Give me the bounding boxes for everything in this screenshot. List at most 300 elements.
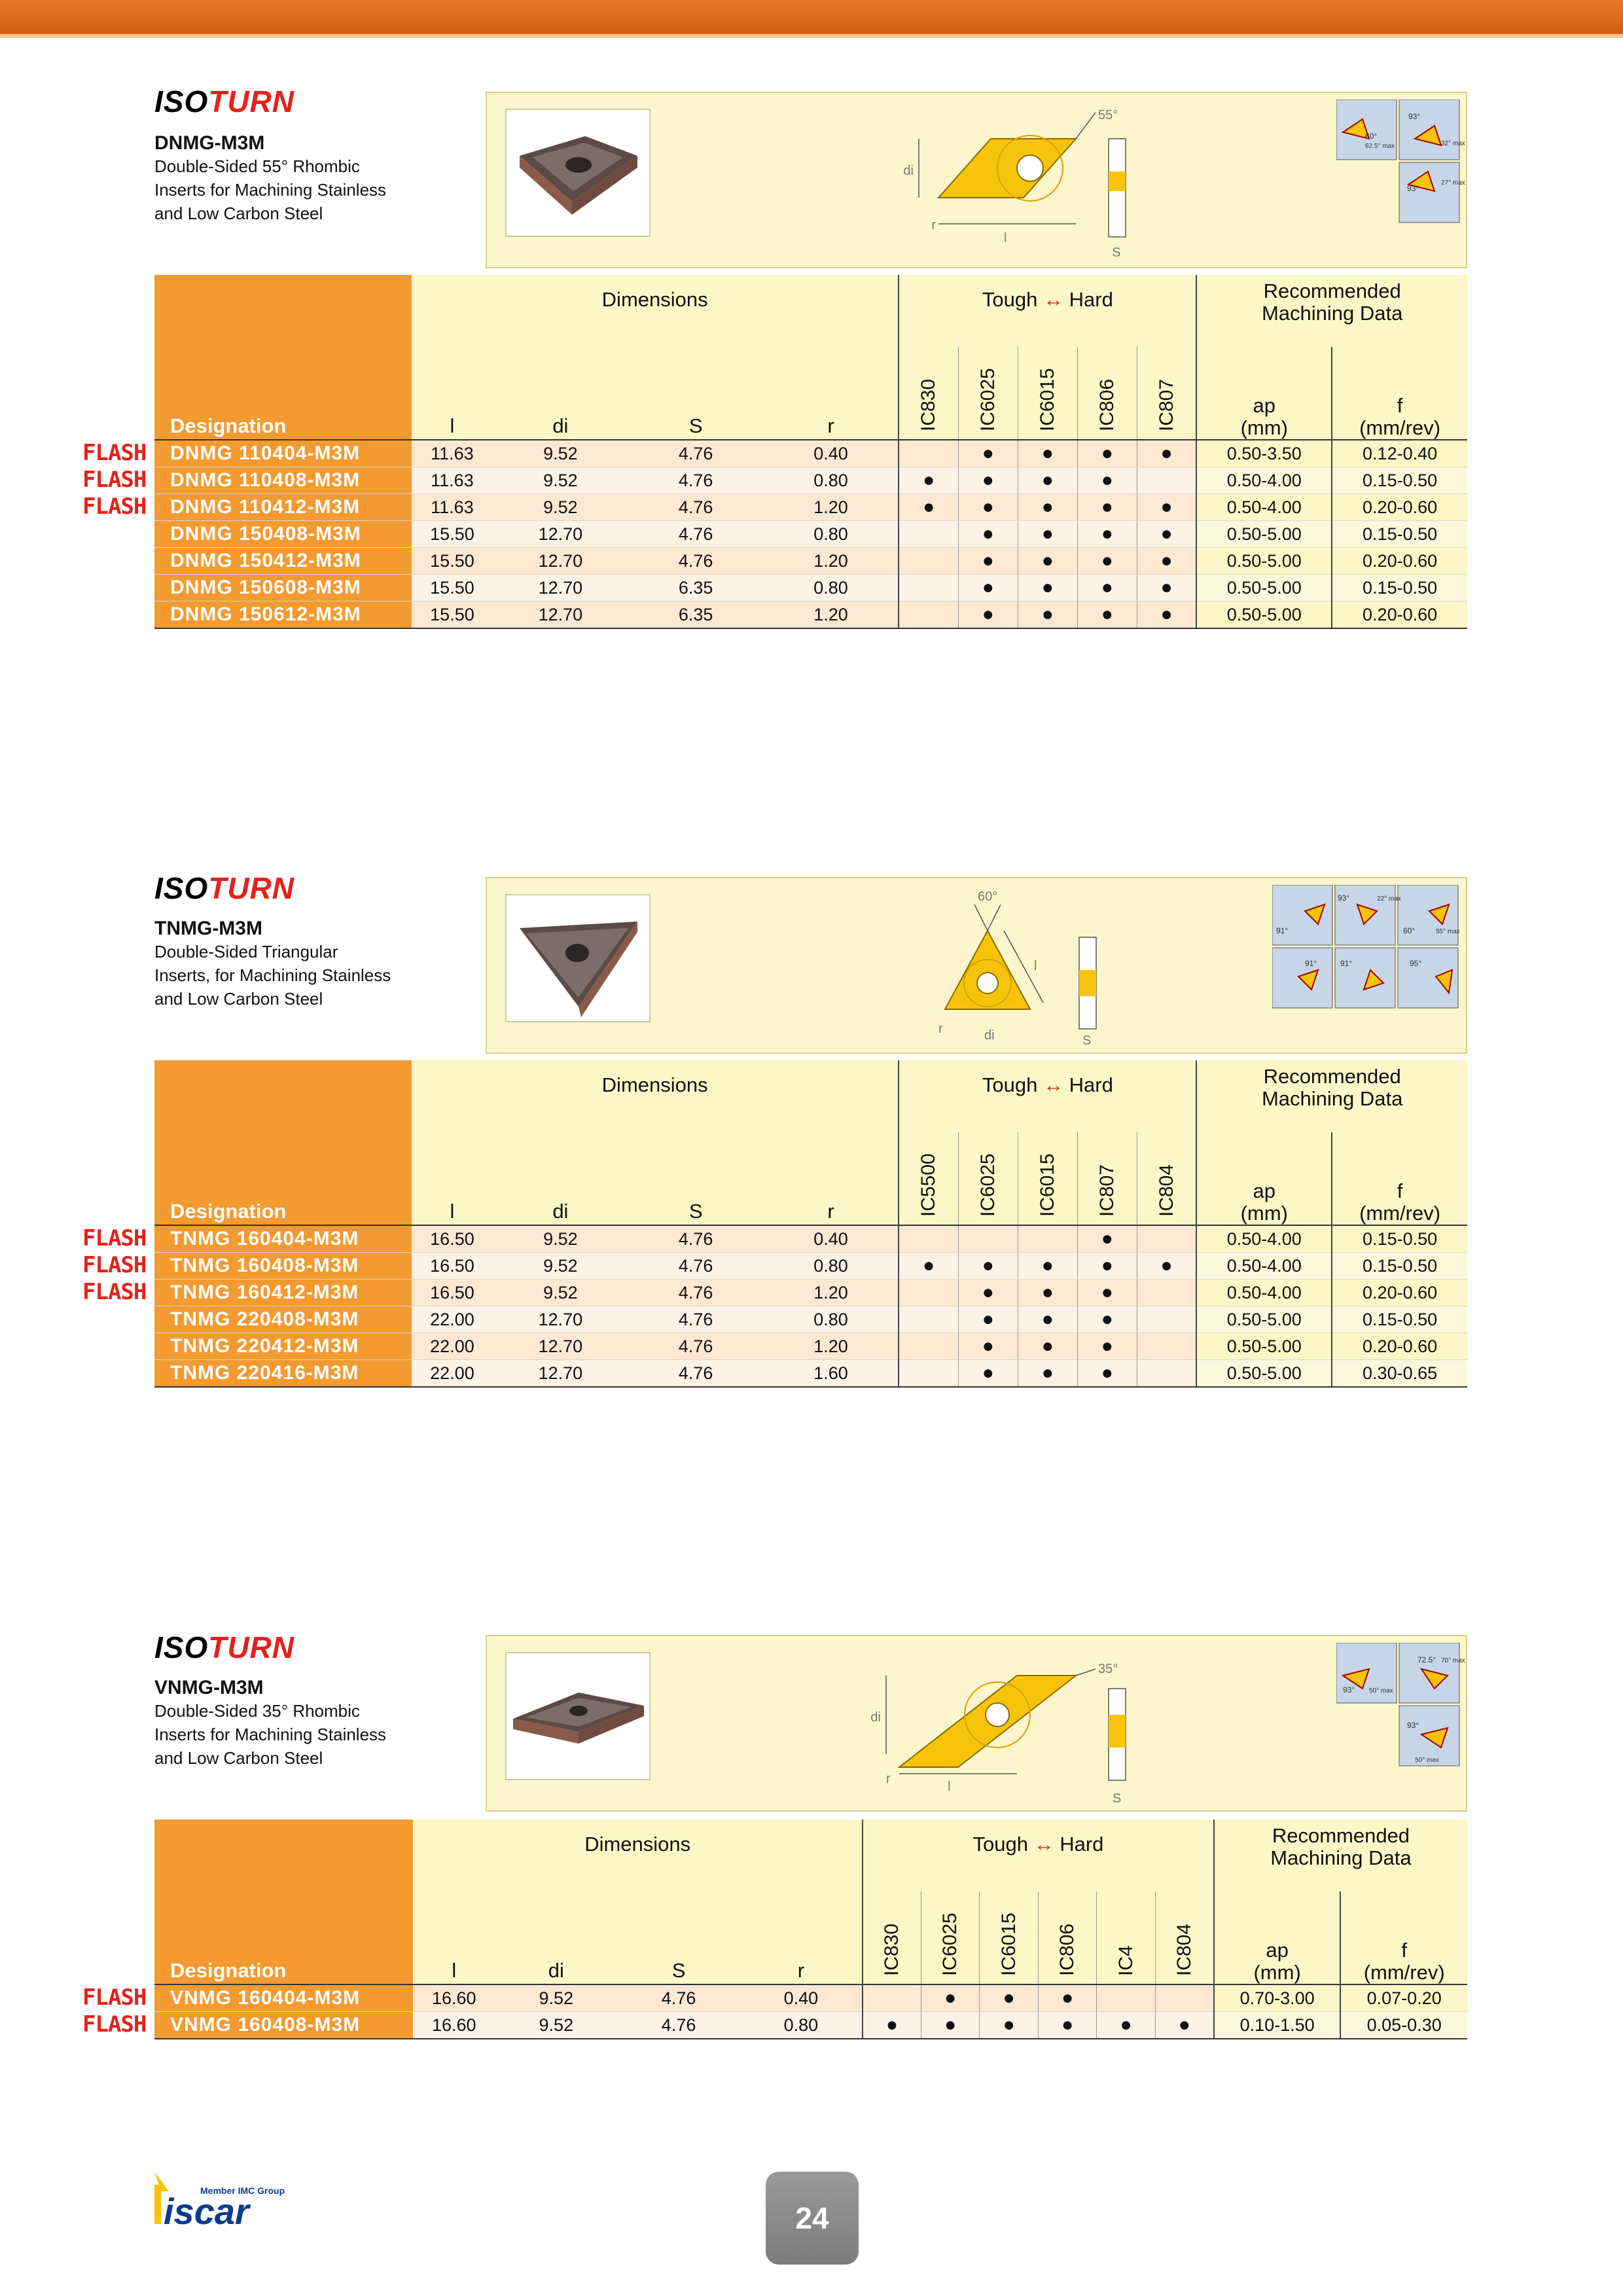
- table-row: [154, 1225, 1467, 1253]
- f-cell: 0.15-0.50: [1332, 1306, 1467, 1333]
- f-cell: 0.20-0.60: [1332, 1333, 1467, 1360]
- f-cell: 0.15-0.50: [1332, 467, 1467, 494]
- table-row: [154, 521, 1467, 548]
- grade-availability-cell: ●: [958, 1280, 1018, 1306]
- l-cell: 15.50: [412, 575, 493, 601]
- ap-cell: 0.50-5.00: [1196, 601, 1332, 629]
- svg-text:60°: 60°: [978, 889, 998, 904]
- col-r: r: [764, 347, 899, 440]
- grade-availability-cell: [899, 1280, 958, 1306]
- ap-cell: 0.70-3.00: [1214, 1984, 1341, 2012]
- product-name: DNMG-M3M: [154, 132, 265, 154]
- grade-availability-cell: ●: [958, 548, 1018, 575]
- col-s: S: [617, 1892, 740, 1984]
- di-cell: 12.70: [493, 548, 628, 575]
- table-row: [154, 1984, 1467, 2012]
- grade-availability-cell: [1137, 467, 1196, 494]
- r-cell: 1.60: [764, 1360, 899, 1388]
- ap-cell: 0.50-4.00: [1196, 494, 1332, 521]
- svg-text:l: l: [1004, 231, 1007, 245]
- di-cell: 9.52: [493, 467, 628, 494]
- designation-cell: DNMG 150612-M3M: [154, 601, 412, 629]
- grade-availability-cell: ●: [1137, 440, 1196, 467]
- grade-availability-cell: ●: [1077, 440, 1137, 467]
- grade-availability-cell: [1137, 1333, 1196, 1360]
- product-description: Double-Sided Triangular Inserts, for Machining Stainless and Low Carbon Steel: [154, 942, 391, 1009]
- table-row: [154, 494, 1467, 521]
- grade-header: IC806: [1077, 347, 1137, 440]
- ap-header: ap (mm): [1196, 1132, 1332, 1225]
- dimensions-header: Dimensions: [412, 1060, 899, 1132]
- r-cell: 0.80: [764, 1253, 899, 1280]
- insert-info-box: [486, 877, 1467, 1054]
- tough-hard-header: Tough ↔ Hard: [899, 1060, 1196, 1132]
- svg-text:55°: 55°: [1098, 108, 1118, 122]
- designation-cell: VNMG 160408-M3M: [154, 2012, 413, 2039]
- top-banner: [0, 0, 1623, 34]
- r-cell: 0.80: [764, 1306, 899, 1333]
- grade-availability-cell: ●: [1077, 494, 1137, 521]
- grade-availability-cell: [1155, 1984, 1214, 2012]
- grade-availability-cell: ●: [958, 1333, 1018, 1360]
- dimensions-header: Dimensions: [413, 1820, 863, 1892]
- l-cell: 15.50: [412, 521, 493, 548]
- flash-badge: FLASH: [82, 440, 147, 466]
- svg-text:di: di: [903, 164, 914, 178]
- machining-data-header: Recommended Machining Data: [1196, 275, 1467, 347]
- grade-availability-cell: [899, 1225, 958, 1253]
- application-diagrams: [1336, 99, 1467, 228]
- application-diagrams: [1272, 885, 1466, 1013]
- svg-text:r: r: [938, 1022, 943, 1036]
- di-cell: 12.70: [493, 1306, 628, 1333]
- svg-text:91°: 91°: [1276, 926, 1289, 935]
- table-row: [154, 440, 1467, 467]
- grade-availability-cell: ●: [958, 601, 1018, 629]
- grade-availability-cell: [899, 521, 958, 548]
- grade-header: IC6025: [958, 1132, 1018, 1225]
- insert-info-box: [486, 1635, 1467, 1812]
- l-cell: 22.00: [412, 1306, 493, 1333]
- grade-header: IC804: [1137, 1132, 1196, 1225]
- grade-header: IC807: [1137, 347, 1196, 440]
- svg-text:S: S: [1113, 1791, 1122, 1806]
- svg-text:91°: 91°: [1305, 959, 1317, 968]
- flash-badge: FLASH: [82, 493, 147, 520]
- product-description: Double-Sided 35° Rhombic Inserts for Machining Stainless and Low Carbon Steel: [154, 1701, 387, 1768]
- table-row: [154, 1306, 1467, 1333]
- r-cell: 0.80: [764, 467, 899, 494]
- page-number: 24: [766, 2172, 859, 2265]
- col-l: l: [412, 1132, 493, 1225]
- product-name: VNMG-M3M: [154, 1677, 264, 1698]
- dimensions-header: Dimensions: [412, 275, 899, 347]
- isoturn-logo: ISOTURN: [154, 1630, 295, 1664]
- grade-header: IC6025: [921, 1892, 979, 1984]
- svg-text:22° max: 22° max: [1377, 895, 1401, 903]
- table-row: [154, 2012, 1467, 2039]
- s-cell: 4.76: [617, 2012, 740, 2039]
- tough-hard-header: Tough ↔ Hard: [899, 275, 1196, 347]
- grade-availability-cell: ●: [1077, 1225, 1137, 1253]
- f-cell: 0.20-0.60: [1332, 601, 1467, 629]
- l-cell: 16.60: [413, 2012, 495, 2039]
- f-cell: 0.30-0.65: [1332, 1360, 1467, 1388]
- l-cell: 16.50: [412, 1225, 493, 1253]
- di-cell: 12.70: [493, 575, 628, 601]
- svg-text:70° max: 70° max: [1441, 1657, 1465, 1664]
- grade-availability-cell: ●: [1018, 1306, 1077, 1333]
- table-row: [154, 575, 1467, 601]
- l-cell: 15.50: [412, 601, 493, 629]
- grade-availability-cell: ●: [1018, 494, 1077, 521]
- table-row: [154, 548, 1467, 575]
- col-di: di: [495, 1892, 617, 1984]
- grade-availability-cell: ●: [980, 1984, 1038, 2012]
- insert-dimension-diagram: [853, 885, 1128, 1049]
- grade-availability-cell: ●: [958, 494, 1018, 521]
- grade-header: IC806: [1038, 1892, 1096, 1984]
- grade-availability-cell: ●: [1077, 1333, 1137, 1360]
- grade-availability-cell: ●: [1018, 548, 1077, 575]
- f-header: f (mm/rev): [1332, 347, 1467, 440]
- svg-text:95°: 95°: [1410, 959, 1422, 968]
- s-cell: 6.35: [628, 601, 764, 629]
- grade-availability-cell: ●: [1077, 1306, 1137, 1333]
- f-header: f (mm/rev): [1340, 1892, 1467, 1984]
- svg-text:60°: 60°: [1403, 926, 1416, 935]
- r-cell: 1.20: [764, 1280, 899, 1306]
- grade-availability-cell: ●: [1077, 1253, 1137, 1280]
- ap-cell: 0.10-1.50: [1214, 2012, 1341, 2039]
- f-cell: 0.15-0.50: [1332, 575, 1467, 601]
- f-cell: 0.15-0.50: [1332, 1253, 1467, 1280]
- svg-text:S: S: [1112, 245, 1121, 260]
- f-cell: 0.07-0.20: [1340, 1984, 1467, 2012]
- grade-availability-cell: ●: [1038, 2012, 1096, 2039]
- ap-cell: 0.50-5.00: [1196, 1333, 1332, 1360]
- svg-text:Member IMC Group: Member IMC Group: [200, 2185, 285, 2196]
- svg-text:50° max: 50° max: [1415, 1757, 1439, 1764]
- di-cell: 12.70: [493, 1360, 628, 1388]
- designation-cell: DNMG 150408-M3M: [154, 521, 412, 548]
- di-cell: 9.52: [495, 1984, 617, 2012]
- grade-header: IC6015: [1018, 1132, 1077, 1225]
- flash-badge: FLASH: [82, 467, 147, 493]
- designation-header: Designation: [154, 1820, 413, 1984]
- grade-availability-cell: ●: [1137, 494, 1196, 521]
- grade-availability-cell: [1137, 1280, 1196, 1306]
- table-row: [154, 1280, 1467, 1306]
- svg-text:di: di: [984, 1028, 995, 1043]
- col-s: S: [628, 347, 764, 440]
- grade-availability-cell: ●: [1018, 1360, 1077, 1388]
- l-cell: 15.50: [412, 548, 493, 575]
- r-cell: 0.40: [764, 440, 899, 467]
- svg-text:91°: 91°: [1340, 959, 1353, 968]
- di-cell: 9.52: [493, 1225, 628, 1253]
- grade-availability-cell: ●: [958, 575, 1018, 601]
- grade-availability-cell: ●: [958, 521, 1018, 548]
- ap-cell: 0.50-5.00: [1196, 575, 1332, 601]
- table-row: [154, 601, 1467, 629]
- isoturn-logo: ISOTURN: [154, 84, 295, 118]
- grade-availability-cell: ●: [958, 1360, 1018, 1388]
- di-cell: 9.52: [495, 2012, 617, 2039]
- designation-cell: DNMG 150608-M3M: [154, 575, 412, 601]
- ap-cell: 0.50-4.00: [1196, 467, 1332, 494]
- grade-availability-cell: ●: [1077, 467, 1137, 494]
- grade-availability-cell: ●: [1077, 1280, 1137, 1306]
- ap-cell: 0.50-4.00: [1196, 1253, 1332, 1280]
- ap-cell: 0.50-4.00: [1196, 1225, 1332, 1253]
- grade-availability-cell: ●: [921, 2012, 979, 2039]
- grade-availability-cell: ●: [1018, 601, 1077, 629]
- ap-header: ap (mm): [1196, 347, 1332, 440]
- grade-availability-cell: ●: [1018, 521, 1077, 548]
- svg-text:l: l: [948, 1780, 951, 1794]
- table-row: [154, 1253, 1467, 1280]
- col-s: S: [628, 1132, 764, 1225]
- l-cell: 16.60: [413, 1984, 495, 2012]
- f-cell: 0.20-0.60: [1332, 1280, 1467, 1306]
- f-cell: 0.12-0.40: [1332, 440, 1467, 467]
- f-cell: 0.05-0.30: [1340, 2012, 1467, 2039]
- svg-text:93°: 93°: [1407, 184, 1419, 193]
- f-cell: 0.20-0.60: [1332, 494, 1467, 521]
- grade-availability-cell: [899, 575, 958, 601]
- svg-text:S: S: [1082, 1033, 1092, 1048]
- di-cell: 12.70: [493, 521, 628, 548]
- svg-text:62.5° max: 62.5° max: [1365, 143, 1395, 150]
- insert-dimension-diagram: [853, 99, 1128, 263]
- designation-cell: DNMG 110412-M3M: [154, 494, 412, 521]
- s-cell: 4.76: [617, 1984, 740, 2012]
- col-di: di: [493, 347, 628, 440]
- designation-cell: TNMG 160404-M3M: [154, 1225, 412, 1253]
- designation-cell: TNMG 220408-M3M: [154, 1306, 412, 1333]
- grade-availability-cell: [958, 1225, 1018, 1253]
- tough-hard-header: Tough ↔ Hard: [863, 1820, 1214, 1892]
- grade-availability-cell: ●: [1137, 548, 1196, 575]
- grade-header: IC6015: [980, 1892, 1038, 1984]
- tnmg-spec-table: [154, 1060, 1467, 1388]
- grade-availability-cell: ●: [899, 467, 958, 494]
- svg-text:55° max: 55° max: [1436, 928, 1460, 935]
- s-cell: 6.35: [628, 575, 764, 601]
- di-cell: 9.52: [493, 1253, 628, 1280]
- s-cell: 4.76: [628, 1360, 764, 1388]
- grade-availability-cell: ●: [980, 2012, 1038, 2039]
- table-row: [154, 1360, 1467, 1388]
- grade-availability-cell: [1018, 1225, 1077, 1253]
- machining-data-header: Recommended Machining Data: [1214, 1820, 1467, 1892]
- designation-header: Designation: [154, 1060, 412, 1225]
- di-cell: 9.52: [493, 1280, 628, 1306]
- grade-availability-cell: ●: [1137, 521, 1196, 548]
- svg-text:r: r: [931, 218, 936, 232]
- insert-photo: [505, 894, 651, 1022]
- grade-availability-cell: ●: [1077, 1360, 1137, 1388]
- f-cell: 0.15-0.50: [1332, 521, 1467, 548]
- di-cell: 9.52: [493, 440, 628, 467]
- grade-availability-cell: ●: [899, 494, 958, 521]
- grade-header: IC830: [899, 347, 958, 440]
- r-cell: 1.20: [764, 601, 899, 629]
- dnmg-spec-table: [154, 275, 1467, 629]
- s-cell: 4.76: [628, 467, 764, 494]
- s-cell: 4.76: [628, 494, 764, 521]
- col-l: l: [412, 347, 493, 440]
- svg-text:50° max: 50° max: [1369, 1687, 1393, 1695]
- designation-cell: DNMG 110408-M3M: [154, 467, 412, 494]
- grade-header: IC6025: [958, 347, 1018, 440]
- designation-cell: TNMG 160408-M3M: [154, 1253, 412, 1280]
- flash-badge: FLASH: [82, 1252, 147, 1278]
- flash-badge: FLASH: [82, 1225, 147, 1251]
- ap-cell: 0.50-5.00: [1196, 521, 1332, 548]
- grade-availability-cell: ●: [1137, 575, 1196, 601]
- grade-availability-cell: ●: [1018, 1333, 1077, 1360]
- machining-data-header: Recommended Machining Data: [1196, 1060, 1467, 1132]
- svg-text:72.5°: 72.5°: [1418, 1655, 1436, 1664]
- designation-cell: VNMG 160404-M3M: [154, 1984, 413, 2012]
- r-cell: 0.80: [764, 575, 899, 601]
- col-di: di: [493, 1132, 628, 1225]
- grade-availability-cell: [899, 1333, 958, 1360]
- grade-availability-cell: ●: [921, 1984, 979, 2012]
- isoturn-logo: ISOTURN: [154, 871, 295, 905]
- r-cell: 1.20: [764, 494, 899, 521]
- application-diagrams: [1336, 1643, 1467, 1771]
- grade-availability-cell: ●: [1077, 601, 1137, 629]
- f-cell: 0.15-0.50: [1332, 1225, 1467, 1253]
- table-row: [154, 1333, 1467, 1360]
- grade-availability-cell: ●: [1077, 548, 1137, 575]
- designation-cell: TNMG 220412-M3M: [154, 1333, 412, 1360]
- r-cell: 0.80: [764, 521, 899, 548]
- s-cell: 4.76: [628, 1253, 764, 1280]
- designation-cell: TNMG 160412-M3M: [154, 1280, 412, 1306]
- svg-text:27° max: 27° max: [1441, 179, 1465, 187]
- ap-cell: 0.50-4.00: [1196, 1280, 1332, 1306]
- r-cell: 0.40: [764, 1225, 899, 1253]
- svg-text:93°: 93°: [1408, 112, 1421, 121]
- svg-text:iscar: iscar: [164, 2191, 249, 2232]
- l-cell: 11.63: [412, 440, 493, 467]
- s-cell: 4.76: [628, 1225, 764, 1253]
- f-cell: 0.20-0.60: [1332, 548, 1467, 575]
- ap-header: ap (mm): [1214, 1892, 1341, 1984]
- svg-text:60°: 60°: [1365, 132, 1378, 141]
- svg-text:93°: 93°: [1407, 1721, 1419, 1730]
- ap-cell: 0.50-5.00: [1196, 1360, 1332, 1388]
- col-r: r: [764, 1132, 899, 1225]
- grade-availability-cell: ●: [1038, 1984, 1096, 2012]
- flash-badge: FLASH: [82, 1984, 147, 2011]
- s-cell: 4.76: [628, 1306, 764, 1333]
- grade-availability-cell: ●: [1077, 521, 1137, 548]
- r-cell: 0.80: [740, 2012, 863, 2039]
- designation-header: Designation: [154, 275, 412, 440]
- insert-photo: [505, 109, 651, 237]
- ap-cell: 0.50-5.00: [1196, 548, 1332, 575]
- product-name: TNMG-M3M: [154, 918, 262, 939]
- grade-availability-cell: ●: [899, 1253, 958, 1280]
- r-cell: 1.20: [764, 548, 899, 575]
- iscar-logo: [154, 2172, 298, 2238]
- designation-cell: TNMG 220416-M3M: [154, 1360, 412, 1388]
- grade-header: IC5500: [899, 1132, 958, 1225]
- svg-text:di: di: [870, 1710, 881, 1725]
- svg-text:32° max: 32° max: [1441, 140, 1465, 147]
- grade-header: IC804: [1155, 1892, 1214, 1984]
- l-cell: 16.50: [412, 1280, 493, 1306]
- grade-availability-cell: ●: [1137, 601, 1196, 629]
- insert-dimension-diagram: [801, 1643, 1128, 1806]
- flash-badge: FLASH: [82, 2011, 147, 2037]
- s-cell: 4.76: [628, 1333, 764, 1360]
- grade-availability-cell: ●: [1018, 1280, 1077, 1306]
- svg-text:l: l: [1034, 959, 1037, 973]
- ap-cell: 0.50-5.00: [1196, 1306, 1332, 1333]
- grade-availability-cell: ●: [1137, 1253, 1196, 1280]
- grade-availability-cell: ●: [1155, 2012, 1214, 2039]
- table-row: [154, 467, 1467, 494]
- grade-availability-cell: ●: [1018, 467, 1077, 494]
- l-cell: 22.00: [412, 1333, 493, 1360]
- insert-info-box: [486, 92, 1467, 268]
- grade-availability-cell: [899, 1306, 958, 1333]
- svg-text:35°: 35°: [1098, 1662, 1118, 1676]
- r-cell: 0.40: [740, 1984, 863, 2012]
- grade-availability-cell: ●: [958, 467, 1018, 494]
- l-cell: 11.63: [412, 467, 493, 494]
- flash-badge: FLASH: [82, 1279, 147, 1305]
- grade-header: IC4: [1097, 1892, 1155, 1984]
- grade-availability-cell: [1137, 1225, 1196, 1253]
- l-cell: 11.63: [412, 494, 493, 521]
- grade-availability-cell: [1097, 1984, 1155, 2012]
- grade-availability-cell: ●: [1018, 440, 1077, 467]
- di-cell: 12.70: [493, 601, 628, 629]
- s-cell: 4.76: [628, 521, 764, 548]
- vnmg-spec-table: [154, 1820, 1467, 2039]
- s-cell: 4.76: [628, 440, 764, 467]
- designation-cell: DNMG 150412-M3M: [154, 548, 412, 575]
- grade-header: IC6015: [1018, 347, 1077, 440]
- grade-availability-cell: ●: [1097, 2012, 1155, 2039]
- di-cell: 9.52: [493, 494, 628, 521]
- grade-availability-cell: ●: [1077, 575, 1137, 601]
- grade-availability-cell: [863, 1984, 921, 2012]
- svg-text:93°: 93°: [1343, 1685, 1355, 1695]
- grade-availability-cell: [899, 440, 958, 467]
- col-l: l: [413, 1892, 495, 1984]
- l-cell: 22.00: [412, 1360, 493, 1388]
- grade-availability-cell: [899, 601, 958, 629]
- grade-availability-cell: [1137, 1306, 1196, 1333]
- ap-cell: 0.50-3.50: [1196, 440, 1332, 467]
- grade-availability-cell: ●: [1018, 575, 1077, 601]
- grade-header: IC807: [1077, 1132, 1137, 1225]
- insert-photo: [505, 1652, 651, 1780]
- grade-availability-cell: ●: [958, 1253, 1018, 1280]
- col-r: r: [740, 1892, 863, 1984]
- product-description: Double-Sided 55° Rhombic Inserts for Machining Stainless and Low Carbon Steel: [154, 156, 387, 223]
- l-cell: 16.50: [412, 1253, 493, 1280]
- di-cell: 12.70: [493, 1333, 628, 1360]
